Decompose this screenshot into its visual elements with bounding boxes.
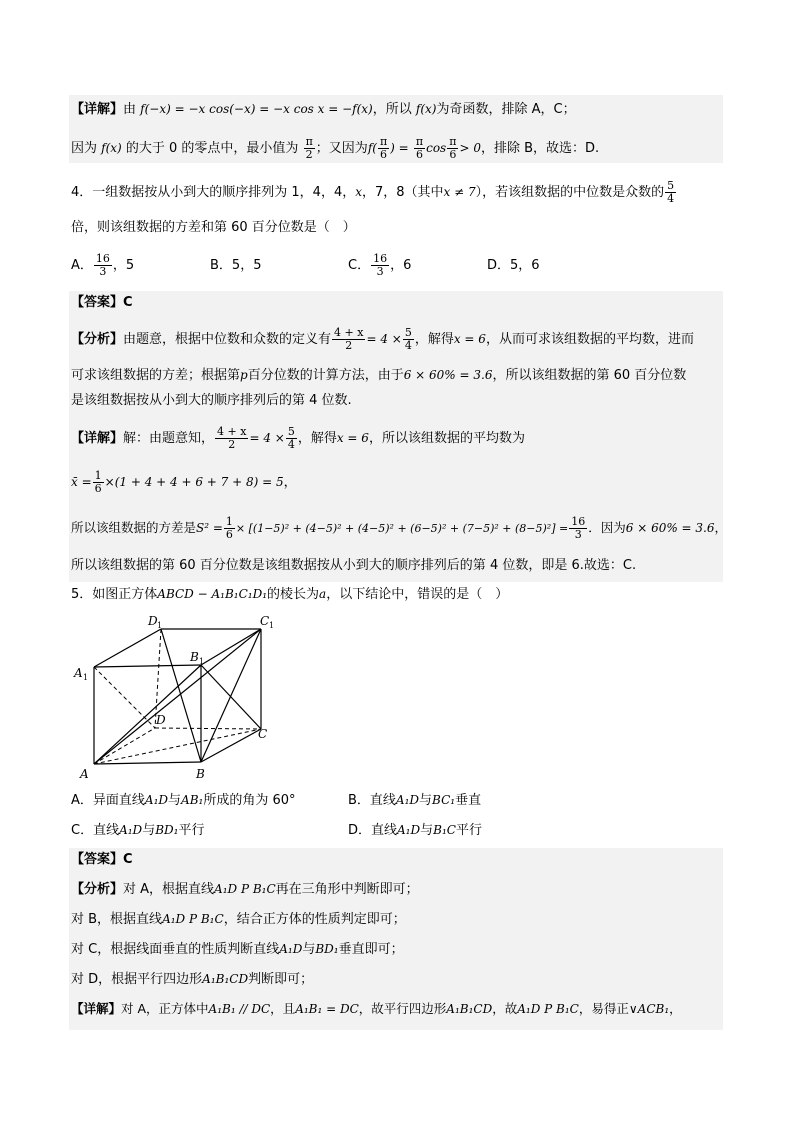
q5-analysis-line-2: 对 B，根据直线A₁D P B₁C，结合正方体的性质判定即可； xyxy=(71,912,406,927)
q3-detail-line-1: 【详解】由 f(−x) = −x cos(−x) = −x cos x = −f(x)，所以 f(x)为奇函数，排除 A，C； xyxy=(71,102,576,117)
q4-option-c[interactable]: C． $\frac{16}{3}$ ，6 xyxy=(348,252,412,278)
label-b: B xyxy=(196,767,205,781)
edge-b1-c1 xyxy=(201,629,261,665)
label-c: C xyxy=(258,727,268,741)
hidden-edge-d-c xyxy=(155,728,261,729)
cube-figure xyxy=(70,612,280,782)
q5-answer: 【答案】C xyxy=(71,852,133,867)
q3-detail-line-2: 因为 f(x) 的大于 0 的零点中，最小值为 $\frac{\pi}{2}$ ；又因为f( $\frac{\pi}{6}$ ) = $\frac{\pi}{6}$ cos $\frac{\pi}{6}$ > 0，排除 B，故选：D. xyxy=(71,135,600,161)
q5-stem: 5．如图正方体ABCD − A₁B₁C₁D₁的棱长为a，以下结论中，错误的是（ ） xyxy=(71,587,509,602)
q4-analysis-line-3: 是该组数据按从小到大的顺序排列后的第 4 位数. xyxy=(71,393,352,408)
label-a: A xyxy=(80,767,89,781)
q4-option-a[interactable]: A． $\frac{16}{3}$ ，5 xyxy=(71,252,135,278)
q5-option-c[interactable]: C．直线A₁D与BD₁平行 xyxy=(71,823,205,838)
q4-stem-line-1: 4．一组数据按从小到大的顺序排列为 1，4，4，x，7，8（其中x ≠ 7），若该组数据的中位数是众数的 $\frac{5}{4}$ xyxy=(71,179,675,205)
label-d1-sub: 1 xyxy=(157,621,163,630)
q5-analysis-line-1: 【分析】对 A，根据直线A₁D P B₁C再在三角形中判断即可； xyxy=(71,882,419,897)
label-d: D xyxy=(156,713,166,727)
q5-analysis-line-3: 对 C，根据线面垂直的性质判断直线A₁D与BD₁垂直即可； xyxy=(71,942,404,957)
q5-analysis-line-4: 对 D，根据平行四边形A₁B₁CD判断即可； xyxy=(71,972,314,987)
label-a1: A xyxy=(74,666,83,680)
hidden-diag-a-c xyxy=(94,729,261,764)
label-c1: C xyxy=(260,614,270,628)
edge-a1-d1 xyxy=(94,629,161,667)
label-c1-sub: 1 xyxy=(269,621,275,630)
diag-b1-c xyxy=(201,665,261,729)
diag-b-d1 xyxy=(161,629,201,762)
q5-option-a[interactable]: A．异面直线A₁D与AB₁所成的角为 60° xyxy=(71,793,296,808)
q4-stem-line-2: 倍，则该组数据的方差和第 60 百分位数是（ ） xyxy=(71,220,356,235)
q4-analysis-line-1: 【分析】由题意，根据中位数和众数的定义有 $\frac{4 + x}{2}$ = 4 × $\frac{5}{4}$ ，解得x = 6，从而可求该组数据的平均数，进而 xyxy=(71,326,694,352)
diag-a-c1 xyxy=(94,629,261,764)
q4-answer: 【答案】C xyxy=(71,295,133,310)
diag-a-b1 xyxy=(94,665,201,764)
label-b1: B xyxy=(190,650,199,664)
q4-analysis-line-2: 可求该组数据的方差；根据第p百分位数的计算方法，由于6 × 60% = 3.6，所以该组数据的第 60 百分位数 xyxy=(71,368,687,383)
edge-a-b xyxy=(94,762,201,764)
q4-mean-line: x̄ = $\frac{1}{6}$ ×(1 + 4 + 4 + 6 + 7 + 8) = 5， xyxy=(71,469,297,495)
q4-option-d[interactable]: D．5，6 xyxy=(487,258,540,273)
edge-b1-a1 xyxy=(94,665,201,667)
q4-variance-line: 所以该组数据的方差是S² = $\frac{1}{6}$ × [(1−5)² + (4−5)² + (4−5)² + (6−5)² + (7−5)² + (8−5)²] = $\frac{16}{3}$ ．因为6 × 60% = 3.6， xyxy=(71,515,728,541)
q4-final-line: 所以该组数据的第 60 百分位数是该组数据按从小到大的顺序排列后的第 4 位数，即是 6.故选：C. xyxy=(71,558,637,573)
label-b1-sub: 1 xyxy=(199,657,205,666)
q4-detail-line-1: 【详解】解：由题意知， $\frac{4 + x}{2}$ = 4 × $\frac{5}{4}$ ，解得x = 6，所以该组数据的平均数为 xyxy=(71,425,525,451)
edge-b-c xyxy=(201,729,261,762)
q5-detail-line-1: 【详解】对 A，正方体中A₁B₁ // DC，且A₁B₁ = DC，故平行四边形A₁B₁CD，故A₁D P B₁C，易得正∨ACB₁， xyxy=(71,1001,682,1016)
label-d1: D xyxy=(148,614,158,628)
hidden-edge-a-d xyxy=(94,728,155,764)
diag-b-c1 xyxy=(201,629,261,762)
hidden-diag-a1-d xyxy=(94,667,155,728)
label-a1-sub: 1 xyxy=(83,673,89,682)
q4-option-b[interactable]: B．5，5 xyxy=(210,258,262,273)
q5-option-b[interactable]: B．直线A₁D与BC₁垂直 xyxy=(348,793,482,808)
q5-option-d[interactable]: D．直线A₁D与B₁C平行 xyxy=(348,823,482,838)
